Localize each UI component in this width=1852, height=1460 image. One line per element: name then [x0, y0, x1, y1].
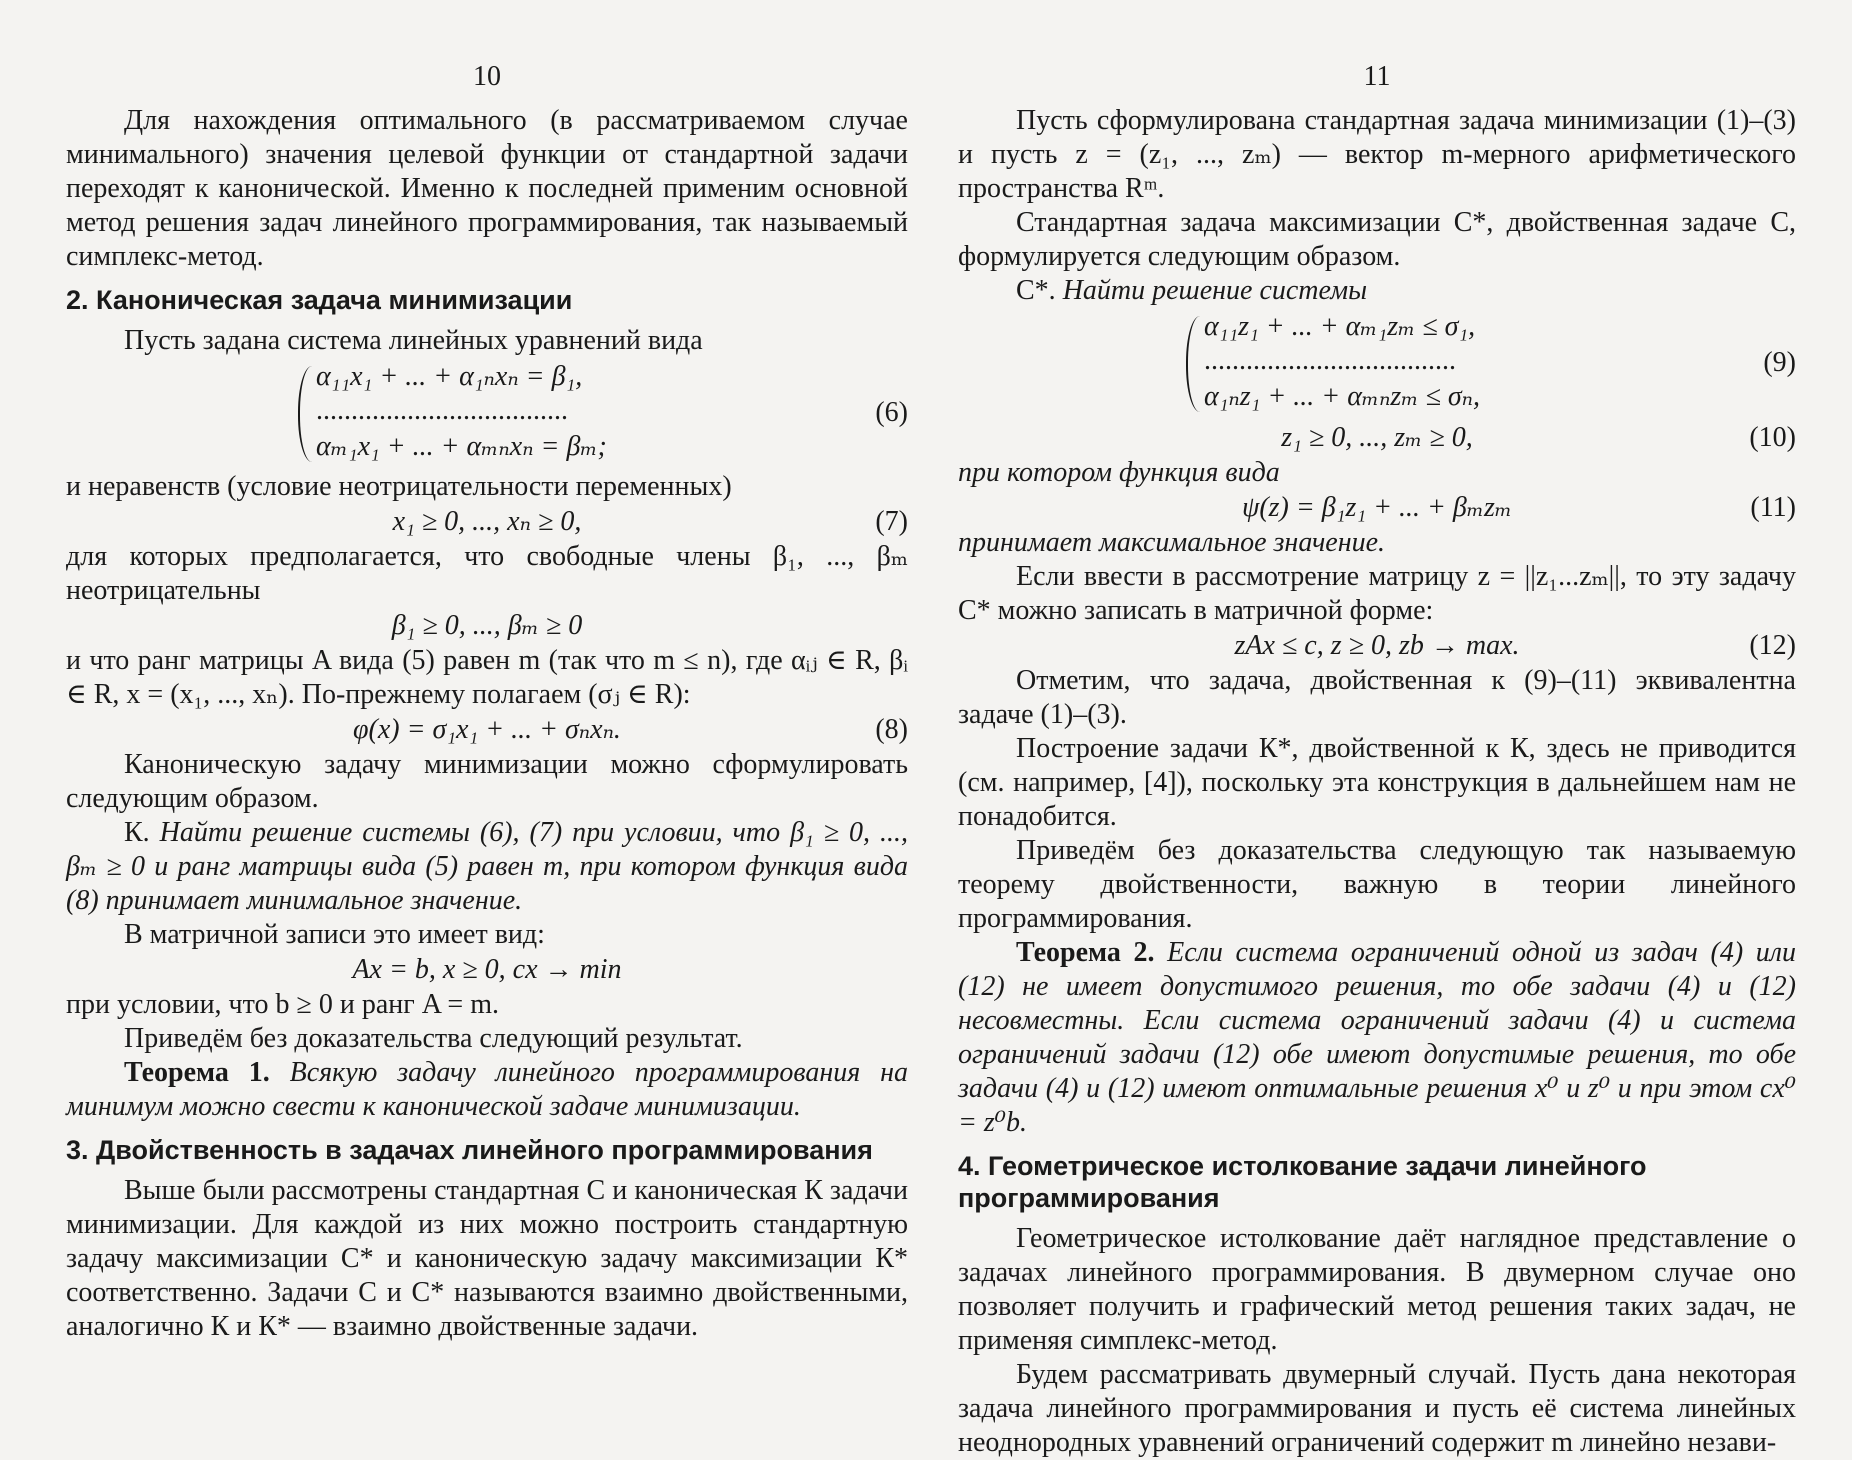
equation-text: β₁ ≥ 0, ..., βₘ ≥ 0 — [391, 610, 583, 641]
paragraph: Пусть сформулирована стандартная задача минимизации (1)–(3) и пусть z = (z₁, ..., zₘ) — вектор m-мерного арифметического пространства Rᵐ. — [958, 105, 1796, 204]
paragraph: для которых предполагается, что свободные члены β₁, ..., βₘ неотрицательны — [66, 541, 908, 606]
section-heading-4: 4. Геометрическое истолкование задачи линейного программирования — [958, 1151, 1647, 1213]
theorem-2 — [958, 936, 1796, 1140]
paragraph: Отметим, что задача, двойственная к (9)–(11) эквивалентна задаче (1)–(3). — [958, 665, 1796, 730]
equation-beta — [66, 608, 908, 644]
equation-12 — [958, 628, 1796, 664]
paragraph: Выше были рассмотрены стандартная С и каноническая К задачи минимизации. Для каждой из них можно построить стандартную задачу максимизации С* и каноническую задачу максимизации К* соответственно. Задачи С и С* называются взаимно двойственными, аналогично К и К* — взаимно двойственные задачи. — [66, 1175, 908, 1342]
equation-line: α₁ₙz₁ + ... + αₘₙzₘ ≤ σₙ, — [1204, 381, 1481, 412]
problem-k — [66, 816, 908, 918]
brace — [298, 366, 314, 462]
theorem-label: Теорема 2. — [1016, 937, 1155, 968]
problem-text: Найти решение системы (6), (7) при условии, что β₁ ≥ 0, ..., βₘ ≥ 0 и ранг матрицы вида (5) равен m, при котором функция вида (8) принимает минимальное значение. — [66, 817, 908, 916]
paragraph: при условии, что b ≥ 0 и ранг A = m. — [66, 989, 500, 1020]
page-left — [66, 0, 908, 1436]
paragraph: Каноническую задачу минимизации можно сформулировать следующим образом. — [66, 749, 908, 814]
section-heading-2: 2. Каноническая задача минимизации — [66, 285, 573, 315]
theorem-text: Всякую задачу линейного программирования на минимум можно свести к канонической задаче минимизации. — [66, 1057, 908, 1122]
equation-dots: .................................... — [316, 395, 568, 426]
equation-number: (9) — [1763, 347, 1796, 378]
equation-number: (10) — [1749, 422, 1796, 453]
paragraph: и неравенств (условие неотрицательности переменных) — [66, 471, 732, 502]
page-right — [958, 0, 1796, 1458]
equation-text: zAx ≤ c, z ≥ 0, zb → max. — [1234, 630, 1520, 661]
section-heading-3: 3. Двойственность в задачах линейного программирования — [66, 1135, 873, 1165]
equation-system-6 — [66, 360, 908, 468]
equation-8 — [66, 712, 908, 748]
equation-7 — [66, 504, 908, 540]
paragraph: при котором функция вида — [958, 457, 1280, 488]
paragraph: Пусть задана система линейных уравнений вида — [124, 325, 703, 356]
paragraph: Будем рассматривать двумерный случай. Пусть дана некоторая задача линейного программирования и пусть её система линейных неоднородных уравнений ограничений содержит m линейно незави- — [958, 1359, 1796, 1458]
page-number-left: 10 — [473, 61, 501, 92]
equation-number: (12) — [1749, 630, 1796, 661]
brace — [1186, 316, 1202, 412]
paragraph: Построение задачи К*, двойственной к К, здесь не приводится (см. например, [4]), поскольку эта конструкция в дальнейшем нам не понадобится. — [958, 733, 1796, 832]
equation-number: (11) — [1750, 492, 1796, 523]
paragraph: Геометрическое истолкование даёт наглядное представление о задачах линейного программирования. В двумерном случае оно позволяет получить и графический метод решения таких задач, не применяя симплекс-метод. — [958, 1223, 1796, 1356]
equation-text: ψ(z) = β₁z₁ + ... + βₘzₘ — [1241, 492, 1513, 523]
paragraph: Приведём без доказательства следующий результат. — [124, 1023, 743, 1054]
paragraph: и что ранг матрицы A вида (5) равен m (так что m ≤ n), где αᵢⱼ ∈ R, βᵢ ∈ R, x = (x₁, ..., xₙ). По-прежнему полагаем (σⱼ ∈ R): — [66, 645, 908, 710]
equation-matrix — [66, 952, 908, 988]
problem-label: К. — [124, 817, 150, 848]
theorem-1 — [66, 1056, 908, 1124]
equation-line: α₁₁x₁ + ... + α₁ₙxₙ = β₁, — [316, 361, 583, 392]
equation-text: φ(x) = σ₁x₁ + ... + σₙxₙ. — [353, 714, 621, 745]
paragraph: Если ввести в рассмотрение матрицу z = ||z₁...zₘ||, то эту задачу С* можно записать в матричной форме: — [958, 561, 1796, 626]
theorem-label: Теорема 1. — [124, 1057, 270, 1088]
equation-text: Ax = b, x ≥ 0, cx → min — [352, 954, 622, 985]
equation-11 — [958, 490, 1796, 526]
paragraph: Для нахождения оптимального (в рассматриваемом случае минимального) значения целевой функции от стандартной задачи переходят к канонической. Именно к последней применим основной метод решения задач линейного программирования, так называемый симплекс-метод. — [66, 105, 908, 272]
page-number-right: 11 — [1363, 61, 1391, 92]
equation-text: z₁ ≥ 0, ..., zₘ ≥ 0, — [1281, 422, 1473, 453]
equation-10 — [958, 420, 1796, 456]
equation-line: α₁₁z₁ + ... + αₘ₁zₘ ≤ σ₁, — [1204, 311, 1476, 342]
paragraph: принимает максимальное значение. — [958, 527, 1386, 558]
problem-label: С*. — [1016, 275, 1056, 306]
equation-line: αₘ₁x₁ + ... + αₘₙxₙ = βₘ; — [316, 431, 607, 462]
equation-number: (8) — [875, 714, 908, 745]
equation-dots: .................................... — [1204, 345, 1456, 376]
paragraph: В матричной записи это имеет вид: — [124, 919, 545, 950]
paragraph: Стандартная задача максимизации С*, двойственная задаче С, формулируется следующим образом. — [958, 207, 1796, 272]
problem-text: Найти решение системы — [1062, 275, 1368, 306]
problem-c-star — [958, 274, 1796, 308]
equation-number: (7) — [875, 506, 908, 537]
theorem-text: Если система ограничений одной из задач (4) или (12) не имеет допустимого решения, то обе задачи (4) и (12) несовместны. Если система ограничений задачи (4) и система ограничений задачи (12) обе имеют допустимые решения, то обе задачи (4) и (12) имеют оптимальные решения x⁰ и z⁰ и при этом cx⁰ = z⁰b. — [958, 937, 1796, 1138]
equation-number: (6) — [875, 397, 908, 428]
equation-text: x₁ ≥ 0, ..., xₙ ≥ 0, — [392, 506, 582, 537]
paragraph: Приведём без доказательства следующую так называемую теорему двойственности, важную в теории линейного программирования. — [958, 835, 1796, 934]
equation-system-9 — [958, 310, 1796, 418]
